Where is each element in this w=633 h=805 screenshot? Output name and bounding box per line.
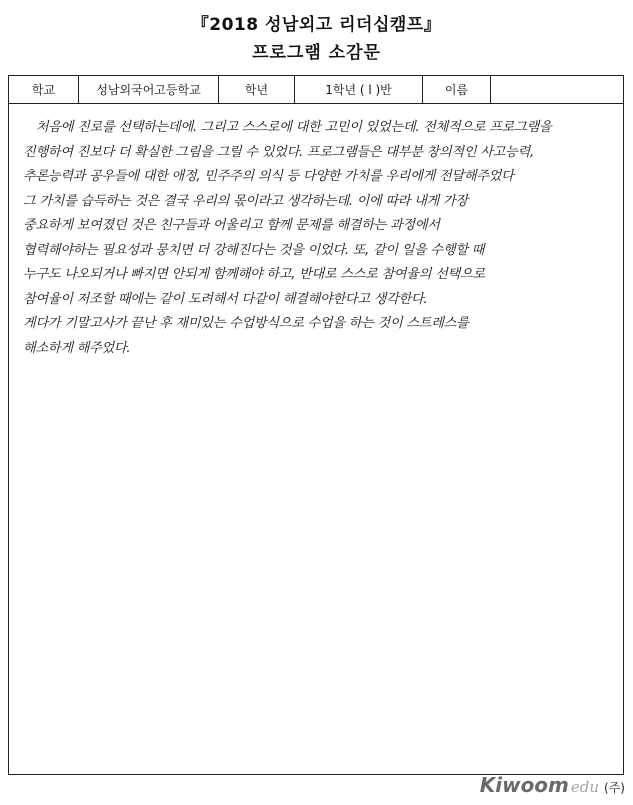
school-label: 학교: [9, 76, 79, 103]
school-value: 성남외국어고등학교: [79, 76, 219, 103]
grade-label: 학년: [219, 76, 295, 103]
essay-line: 협력해야하는 필요성과 뭉치면 더 강해진다는 것을 이었다. 또, 같이 일을 수행할 때: [23, 242, 485, 258]
essay-line: 추론능력과 공우들에 대한 애정, 민주주의 의식 등 다양한 가치를 우리에게 전달해주었다: [23, 169, 514, 184]
document-subtitle: 프로그램 소감문: [252, 43, 381, 63]
essay-line: 중요하게 보여졌던 것은 친구들과 어울리고 함께 문제를 해결하는 과정에서: [23, 218, 440, 233]
essay-line: 처음에 진로를 선택하는데에. 그리고 스스로에 대한 고민이 있었는데. 전체적으로 프로그램을: [23, 120, 552, 135]
logo-company-mark: (주): [604, 781, 625, 795]
essay-line: 진행하여 진보다 더 확실한 그림을 그릴 수 있었다. 프로그램들은 대부분 창의적인 사고능력,: [23, 144, 534, 160]
essay-line: 해소하게 해주었다.: [23, 340, 131, 356]
essay-line: 그 가치를 습득하는 것은 결국 우리의 몫이라고 생각하는데. 이에 따라 내게 가장: [23, 193, 468, 209]
essay-line: 참여율이 저조할 때에는 같이 도려해서 다같이 해결해야한다고 생각한다.: [23, 291, 428, 307]
student-info-row: [9, 76, 623, 104]
kiwoom-edu-logo: [480, 773, 625, 797]
document-title: 『2018 성남외고 리더십캠프』: [191, 15, 442, 35]
essay-sheet: [8, 75, 624, 775]
essay-line: 누구도 나오되거나 빠지면 안되게 함께해야 하고, 반대로 스스로 참여율의 선택으로: [23, 267, 485, 282]
essay-body: [23, 116, 615, 361]
logo-brand: Kiwoom: [479, 773, 569, 797]
name-value: [491, 76, 623, 103]
essay-line: 게다가 기말고사가 끝난 후 재미있는 수업방식으로 수업을 하는 것이 스트레스를: [23, 316, 469, 331]
name-label: 이름: [423, 76, 491, 103]
logo-suffix: edu: [570, 778, 600, 796]
grade-value: 1학년 ( l )반: [295, 76, 423, 103]
